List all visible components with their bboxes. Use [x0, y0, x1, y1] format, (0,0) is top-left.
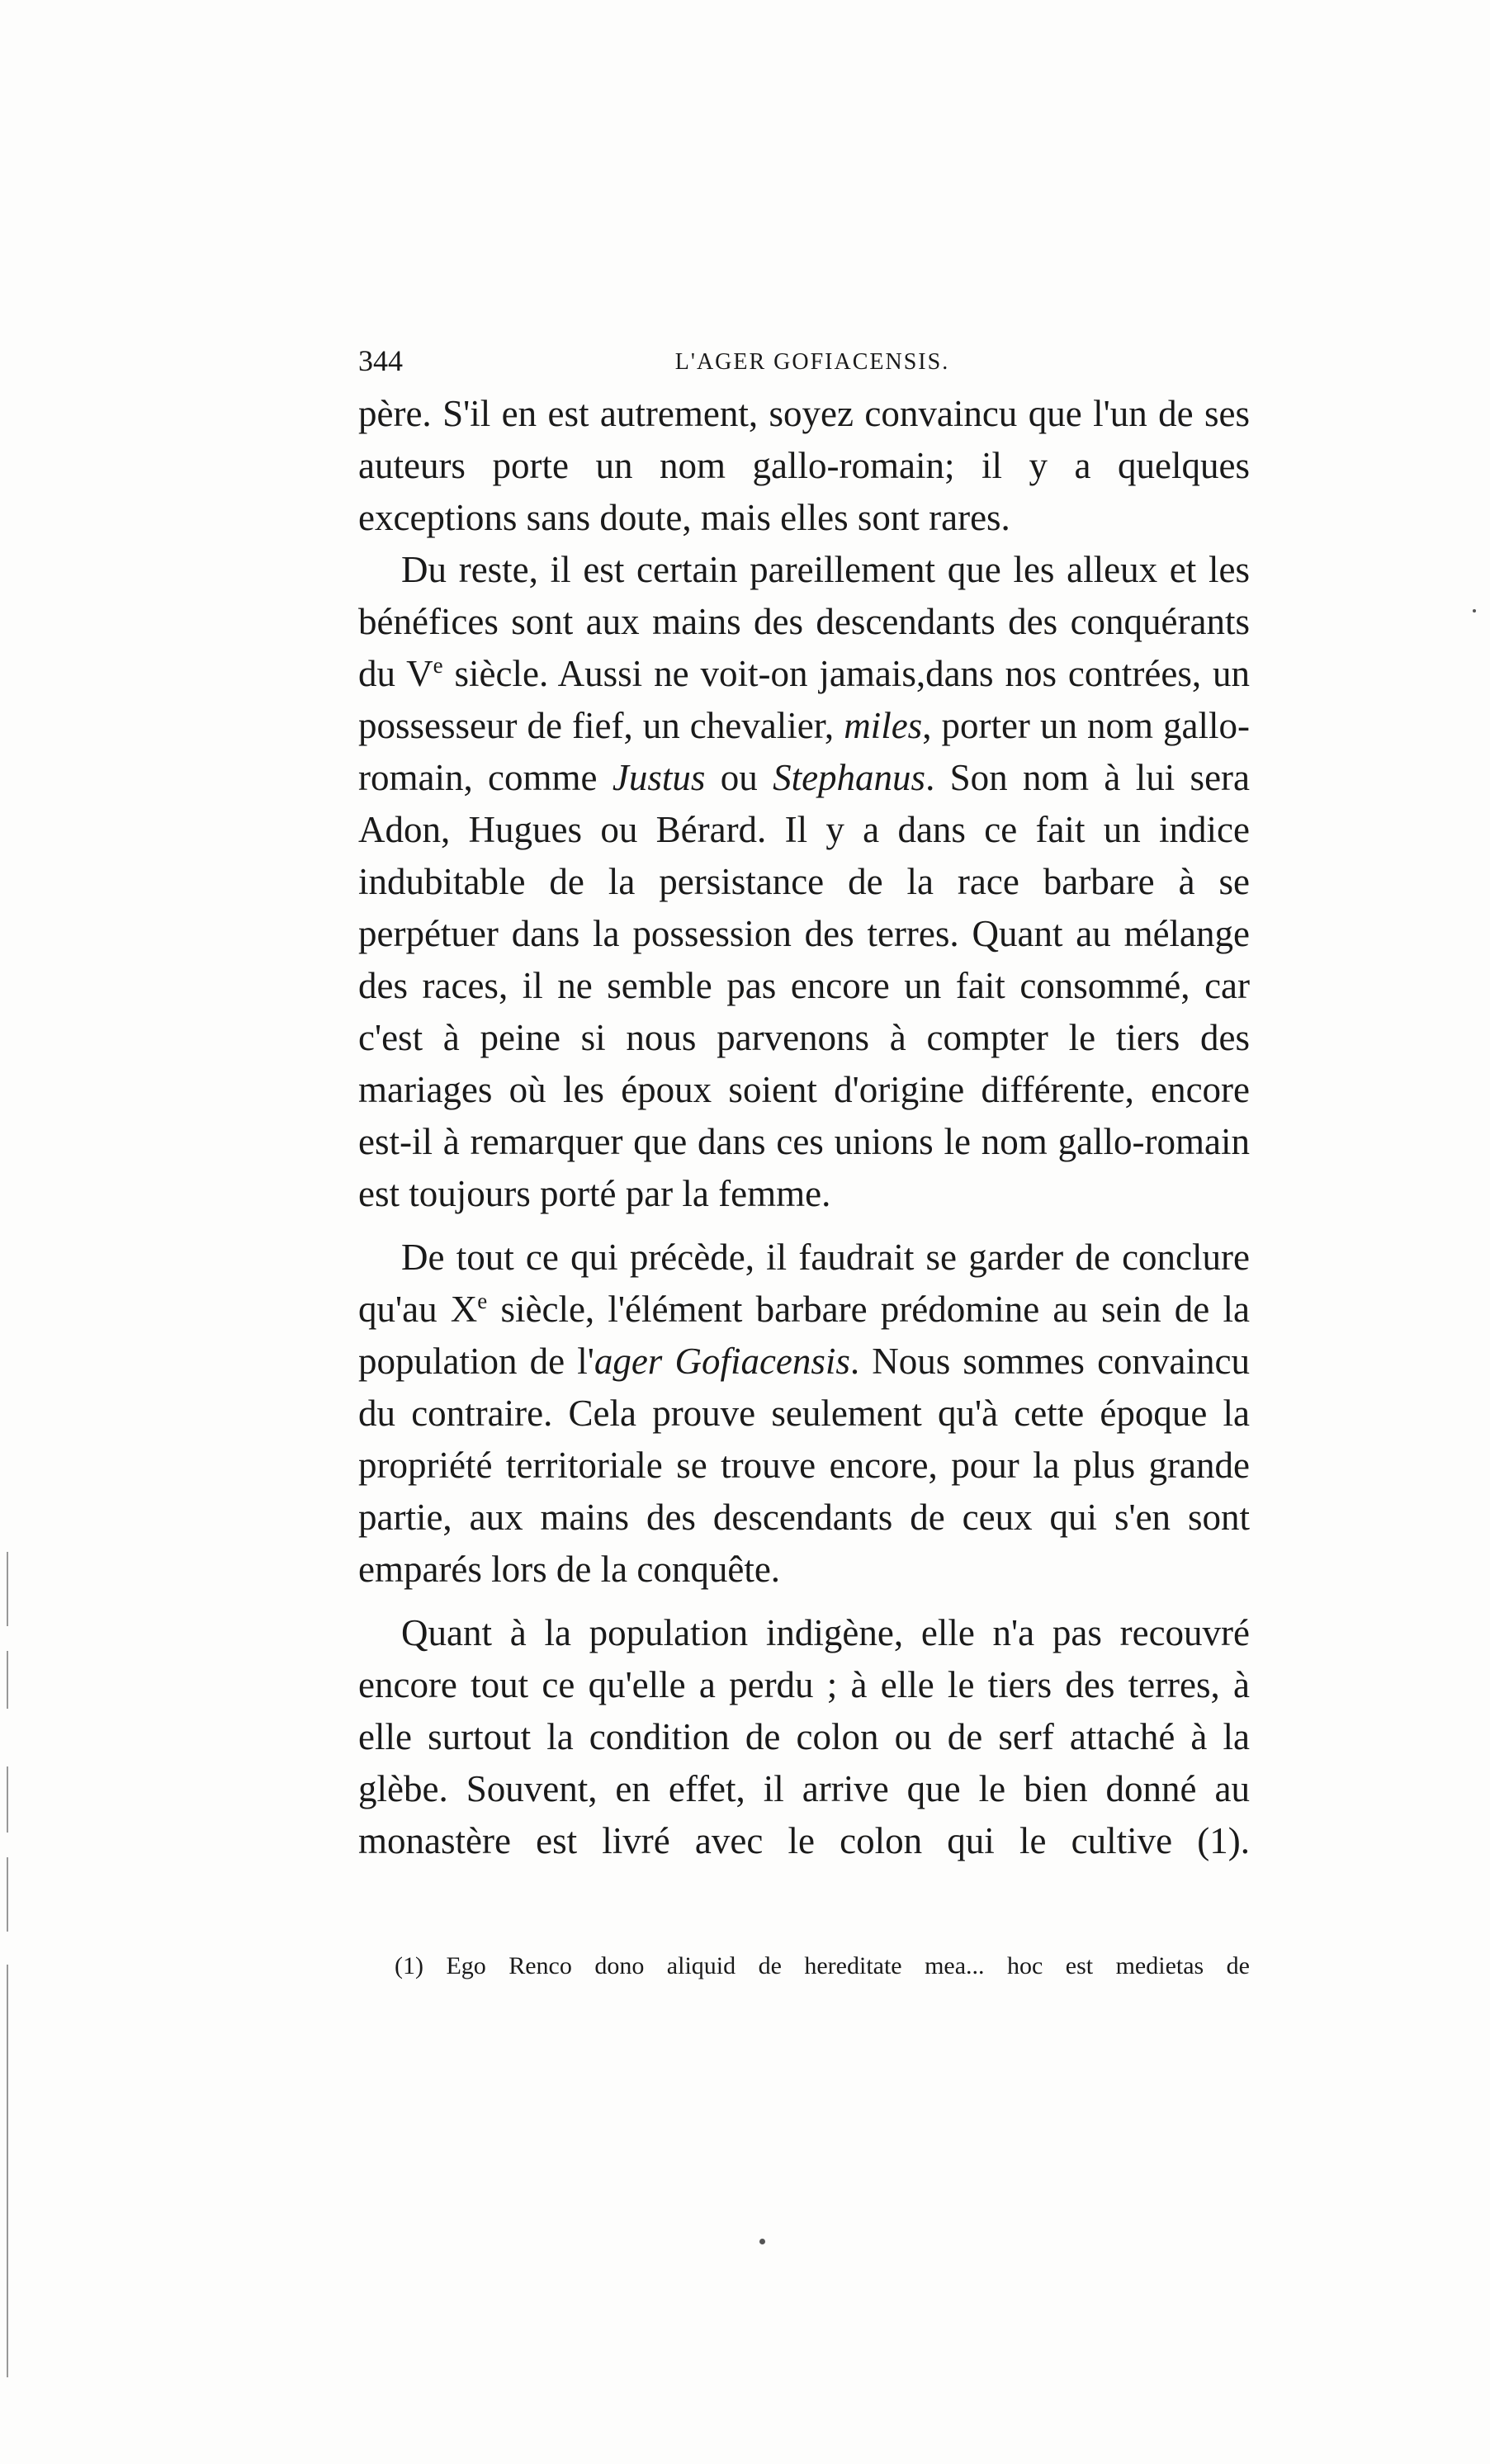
- text-run: siècle. Aussi ne voit-on jamais,dans nos contrées, un possesseur de fief, un chevalier,: [358, 653, 1251, 746]
- superscript: e: [433, 653, 443, 678]
- scan-edge-mark: [7, 1766, 8, 1833]
- body-text: [358, 388, 1250, 1867]
- text-run: ou: [705, 757, 773, 798]
- page-header: [358, 340, 1266, 381]
- scan-edge-mark: [7, 1857, 8, 1932]
- running-title: L'AGER GOFIACENSIS.: [674, 349, 950, 375]
- text-run: De tout ce qui précède, il faudrait se garder de conclure qu'au X: [358, 1237, 1250, 1330]
- scan-edge-mark: [7, 1965, 8, 2377]
- text-run: Du reste, il est certain pareillement que les alleux et les bénéfices sont aux mains des descendants des conquérants du V: [358, 549, 1250, 694]
- italic-term: Justus: [612, 757, 706, 798]
- ink-speck: [759, 2239, 765, 2244]
- footnote: (1) Ego Renco dono aliquid de hereditate mea... hoc est medietas de: [395, 1952, 1250, 1979]
- ink-speck: [1473, 609, 1476, 612]
- paragraph-3: [358, 1232, 1250, 1596]
- italic-term: miles: [844, 705, 923, 746]
- italic-term: Stephanus: [773, 757, 926, 798]
- scan-edge-mark: [7, 1552, 8, 1626]
- paragraph-4: Quant à la population indigène, elle n'a pas recouvré encore tout ce qu'elle a perdu ; à elle le tiers des terres, à elle surtout la condition de colon ou de serf attaché à la glèbe. Souvent, en effet, il arrive que le bien donné au monastère est livré avec le colon qui le cultive (1).: [358, 1612, 1250, 1861]
- page-number: 344: [358, 344, 403, 377]
- paragraph-2: [358, 544, 1250, 1220]
- paragraph-1: père. S'il en est autrement, soyez convaincu que l'un de ses auteurs porte un nom gallo-romain; il y a quelques exceptions sans doute, mais elles sont rares.: [358, 393, 1250, 538]
- text-run: . Son nom à lui sera Adon, Hugues ou Bérard. Il y a dans ce fait un indice indubitable de la persistance de la race barbare à se perpétuer dans la possession des terres. Quant au mélange des races, il ne semble pas encore un fait consommé, car c'est à peine si nous parvenons à compter le tiers des mariages où les époux soient d'origine différente, encore est-il à remarquer que dans ces unions le nom gallo-romain est toujours porté par la femme.: [358, 757, 1250, 1214]
- scan-edge-mark: [7, 1651, 8, 1709]
- superscript: e: [477, 1289, 488, 1313]
- italic-term: ager Gofiacensis: [594, 1341, 850, 1382]
- text-run: , porter un nom gallo-romain, comme: [358, 705, 1251, 798]
- text-run: siècle, l'élément barbare prédomine au sein de la population de l': [358, 1289, 1250, 1382]
- text-run: . Nous sommes convaincu du contraire. Cela prouve seulement qu'à cette époque la propriété territoriale se trouve encore, pour la plus grande partie, aux mains des descendants de ceux qui s'en sont emparés lors de la conquête.: [358, 1341, 1250, 1590]
